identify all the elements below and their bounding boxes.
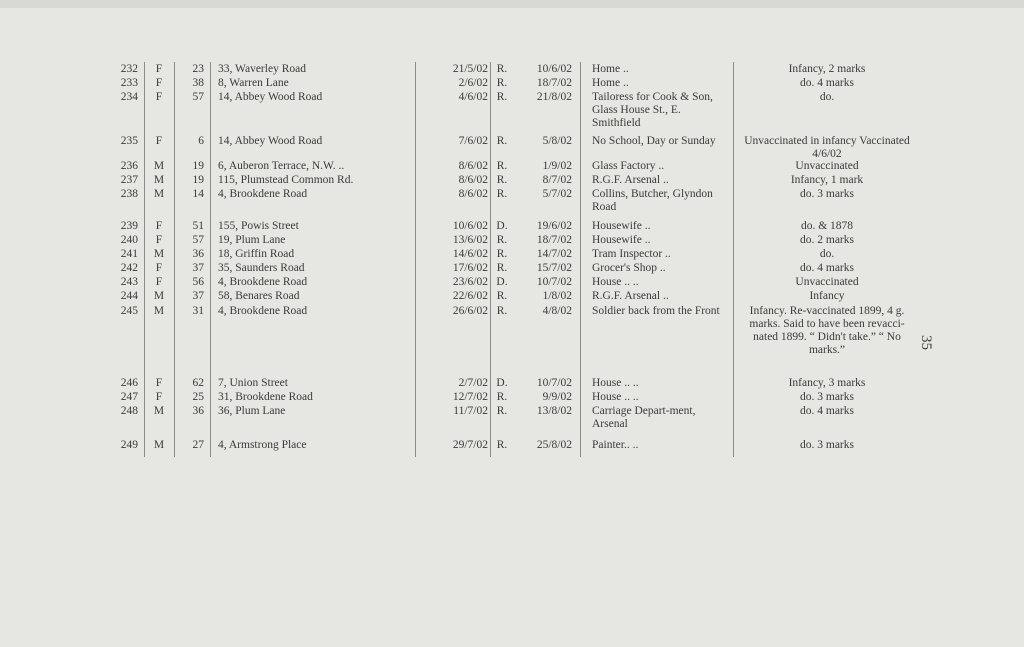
sex-cell: M	[153, 174, 165, 186]
occupation-cell: Home ..	[592, 77, 629, 89]
case-number: 233	[120, 77, 138, 89]
sex-cell: M	[153, 305, 165, 317]
date-discharged-cell: 15/7/02	[536, 262, 572, 274]
age-cell: 27	[192, 439, 204, 451]
occupation-cell: Home ..	[592, 63, 629, 75]
vaccination-cell: Infancy, 2 marks	[788, 63, 866, 75]
address-cell: 6, Auberon Terrace, N.W. ..	[218, 160, 345, 172]
sex-cell: F	[155, 234, 163, 246]
sex-cell: M	[153, 160, 165, 172]
age-cell: 6	[198, 135, 204, 147]
sex-cell: F	[155, 391, 163, 403]
outcome-cell: R.	[496, 135, 508, 147]
case-number: 232	[120, 63, 138, 75]
date-notified-cell: 21/5/02	[452, 63, 488, 75]
case-number: 240	[120, 234, 138, 246]
date-notified-cell: 10/6/02	[452, 220, 488, 232]
sex-cell: F	[155, 276, 163, 288]
column-rule	[580, 62, 581, 457]
vaccination-cell: Infancy, 1 mark	[790, 174, 864, 186]
vaccination-cell: do. & 1878	[800, 220, 854, 232]
sex-cell: F	[155, 135, 163, 147]
age-cell: 31	[192, 305, 204, 317]
sex-cell: M	[153, 405, 165, 417]
case-number: 247	[120, 391, 138, 403]
occupation-cell: Housewife ..	[592, 220, 651, 232]
occupation-cell: Painter.. ..	[592, 439, 639, 451]
vaccination-cell: do. 2 marks	[800, 234, 854, 246]
vaccination-cell: do. 3 marks	[800, 188, 854, 200]
date-notified-cell: 7/6/02	[458, 135, 488, 147]
age-cell: 51	[192, 220, 204, 232]
case-number: 244	[120, 290, 138, 302]
occupation-cell: House .. ..	[592, 377, 639, 389]
date-notified-cell: 13/6/02	[452, 234, 488, 246]
outcome-cell: R.	[496, 234, 508, 246]
occupation-cell: Grocer's Shop ..	[592, 262, 666, 274]
date-discharged-cell: 9/9/02	[542, 391, 572, 403]
address-cell: 115, Plumstead Common Rd.	[218, 174, 354, 186]
outcome-cell: R.	[496, 305, 508, 317]
case-number: 248	[120, 405, 138, 417]
age-cell: 56	[192, 276, 204, 288]
column-rule	[174, 62, 175, 457]
case-number: 241	[120, 248, 138, 260]
address-cell: 14, Abbey Wood Road	[218, 135, 323, 147]
occupation-cell: Soldier back from the Front	[592, 305, 720, 317]
occupation-cell: House .. ..	[592, 276, 639, 288]
date-discharged-cell: 19/6/02	[536, 220, 572, 232]
case-number: 245	[120, 305, 138, 317]
occupation-cell: R.G.F. Arsenal ..	[592, 174, 669, 186]
date-notified-cell: 17/6/02	[452, 262, 488, 274]
date-notified-cell: 8/6/02	[458, 160, 488, 172]
address-cell: 31, Brookdene Road	[218, 391, 313, 403]
age-cell: 57	[192, 91, 204, 103]
vaccination-cell: Unvaccinated	[795, 276, 859, 288]
outcome-cell: R.	[496, 391, 508, 403]
date-discharged-cell: 10/7/02	[536, 276, 572, 288]
date-discharged-cell: 5/7/02	[542, 188, 572, 200]
date-notified-cell: 8/6/02	[458, 174, 488, 186]
date-notified-cell: 4/6/02	[458, 91, 488, 103]
vaccination-cell: do. 4 marks	[800, 405, 854, 417]
vaccination-cell: do. 3 marks	[800, 439, 854, 451]
outcome-cell: D.	[496, 377, 508, 389]
address-cell: 19, Plum Lane	[218, 234, 286, 246]
outcome-cell: D.	[496, 276, 508, 288]
case-number: 235	[120, 135, 138, 147]
address-cell: 4, Brookdene Road	[218, 276, 308, 288]
occupation-cell: Tram Inspector ..	[592, 248, 671, 260]
age-cell: 19	[192, 160, 204, 172]
address-cell: 155, Powis Street	[218, 220, 299, 232]
date-notified-cell: 23/6/02	[452, 276, 488, 288]
occupation-cell: Glass Factory ..	[592, 160, 665, 172]
date-discharged-cell: 21/8/02	[536, 91, 572, 103]
column-rule	[733, 62, 734, 457]
date-discharged-cell: 10/6/02	[536, 63, 572, 75]
occupation-cell: R.G.F. Arsenal ..	[592, 290, 669, 302]
occupation-cell: Carriage Depart-ment, Arsenal	[592, 405, 696, 430]
outcome-cell: R.	[496, 439, 508, 451]
date-notified-cell: 2/6/02	[458, 77, 488, 89]
vaccination-cell: do.	[819, 248, 835, 260]
date-notified-cell: 14/6/02	[452, 248, 488, 260]
date-notified-cell: 11/7/02	[453, 405, 488, 417]
age-cell: 37	[192, 262, 204, 274]
age-cell: 57	[192, 234, 204, 246]
occupation-cell: Collins, Butcher, Glyndon Road	[592, 188, 713, 213]
date-discharged-cell: 1/9/02	[542, 160, 572, 172]
column-rule	[210, 62, 211, 457]
outcome-cell: R.	[496, 248, 508, 260]
occupation-cell: Housewife ..	[592, 234, 651, 246]
sex-cell: M	[153, 188, 165, 200]
outcome-cell: R.	[496, 262, 508, 274]
case-number: 239	[120, 220, 138, 232]
date-discharged-cell: 18/7/02	[536, 77, 572, 89]
address-cell: 4, Armstrong Place	[218, 439, 307, 451]
outcome-cell: R.	[496, 405, 508, 417]
address-cell: 35, Saunders Road	[218, 262, 305, 274]
date-discharged-cell: 18/7/02	[536, 234, 572, 246]
page-edge	[0, 0, 1024, 8]
date-discharged-cell: 4/8/02	[542, 305, 572, 317]
date-notified-cell: 26/6/02	[452, 305, 488, 317]
address-cell: 4, Brookdene Road	[218, 305, 308, 317]
case-number: 246	[120, 377, 138, 389]
case-number: 238	[120, 188, 138, 200]
sex-cell: F	[155, 377, 163, 389]
age-cell: 37	[192, 290, 204, 302]
address-cell: 14, Abbey Wood Road	[218, 91, 323, 103]
occupation-cell: No School, Day or Sunday	[592, 135, 716, 147]
sex-cell: F	[155, 63, 163, 75]
age-cell: 19	[192, 174, 204, 186]
occupation-cell: Tailoress for Cook & Son, Glass House St., E. Smithfield	[592, 91, 713, 129]
address-cell: 4, Brookdene Road	[218, 188, 308, 200]
sex-cell: F	[155, 220, 163, 232]
sex-cell: F	[155, 262, 163, 274]
date-notified-cell: 29/7/02	[452, 439, 488, 451]
date-discharged-cell: 25/8/02	[536, 439, 572, 451]
column-rule	[490, 62, 491, 457]
date-discharged-cell: 1/8/02	[542, 290, 572, 302]
age-cell: 36	[192, 405, 204, 417]
case-number: 236	[120, 160, 138, 172]
outcome-cell: D.	[496, 220, 508, 232]
age-cell: 36	[192, 248, 204, 260]
outcome-cell: R.	[496, 77, 508, 89]
sex-cell: M	[153, 439, 165, 451]
address-cell: 33, Waverley Road	[218, 63, 306, 75]
address-cell: 8, Warren Lane	[218, 77, 289, 89]
column-rule	[415, 62, 416, 457]
page-number: 35	[918, 335, 934, 350]
date-notified-cell: 22/6/02	[452, 290, 488, 302]
address-cell: 36, Plum Lane	[218, 405, 286, 417]
sex-cell: M	[153, 290, 165, 302]
age-cell: 38	[192, 77, 204, 89]
case-number: 243	[120, 276, 138, 288]
sex-cell: F	[155, 77, 163, 89]
date-discharged-cell: 13/8/02	[536, 405, 572, 417]
column-rule	[144, 62, 145, 457]
vaccination-cell: do.	[819, 91, 835, 103]
age-cell: 23	[192, 63, 204, 75]
outcome-cell: R.	[496, 290, 508, 302]
address-cell: 58, Benares Road	[218, 290, 300, 302]
date-discharged-cell: 5/8/02	[542, 135, 572, 147]
date-discharged-cell: 14/7/02	[536, 248, 572, 260]
vaccination-cell: Unvaccinated	[795, 160, 859, 172]
case-number: 237	[120, 174, 138, 186]
sex-cell: M	[153, 248, 165, 260]
date-notified-cell: 2/7/02	[458, 377, 488, 389]
address-cell: 18, Griffin Road	[218, 248, 295, 260]
address-cell: 7, Union Street	[218, 377, 288, 389]
vaccination-cell: Infancy. Re-vaccinated 1899, 4 g. marks. Said to have been revacci-nated 1899. “ Didn't take.” “ No marks.”	[749, 305, 905, 356]
case-number: 234	[120, 91, 138, 103]
vaccination-cell: do. 4 marks	[800, 262, 854, 274]
date-notified-cell: 8/6/02	[458, 188, 488, 200]
age-cell: 25	[192, 391, 204, 403]
vaccination-cell: do. 3 marks	[800, 391, 854, 403]
age-cell: 62	[192, 377, 204, 389]
outcome-cell: R.	[496, 188, 508, 200]
case-number: 242	[120, 262, 138, 274]
date-discharged-cell: 10/7/02	[536, 377, 572, 389]
outcome-cell: R.	[496, 174, 508, 186]
age-cell: 14	[192, 188, 204, 200]
date-discharged-cell: 8/7/02	[542, 174, 572, 186]
vaccination-cell: Unvaccinated in infancy Vaccinated 4/6/02	[744, 135, 910, 160]
occupation-cell: House .. ..	[592, 391, 639, 403]
outcome-cell: R.	[496, 91, 508, 103]
case-number: 249	[120, 439, 138, 451]
outcome-cell: R.	[496, 160, 508, 172]
outcome-cell: R.	[496, 63, 508, 75]
vaccination-cell: do. 4 marks	[800, 77, 854, 89]
vaccination-cell: Infancy, 3 marks	[788, 377, 866, 389]
sex-cell: F	[155, 91, 163, 103]
date-notified-cell: 12/7/02	[452, 391, 488, 403]
vaccination-cell: Infancy	[809, 290, 845, 302]
